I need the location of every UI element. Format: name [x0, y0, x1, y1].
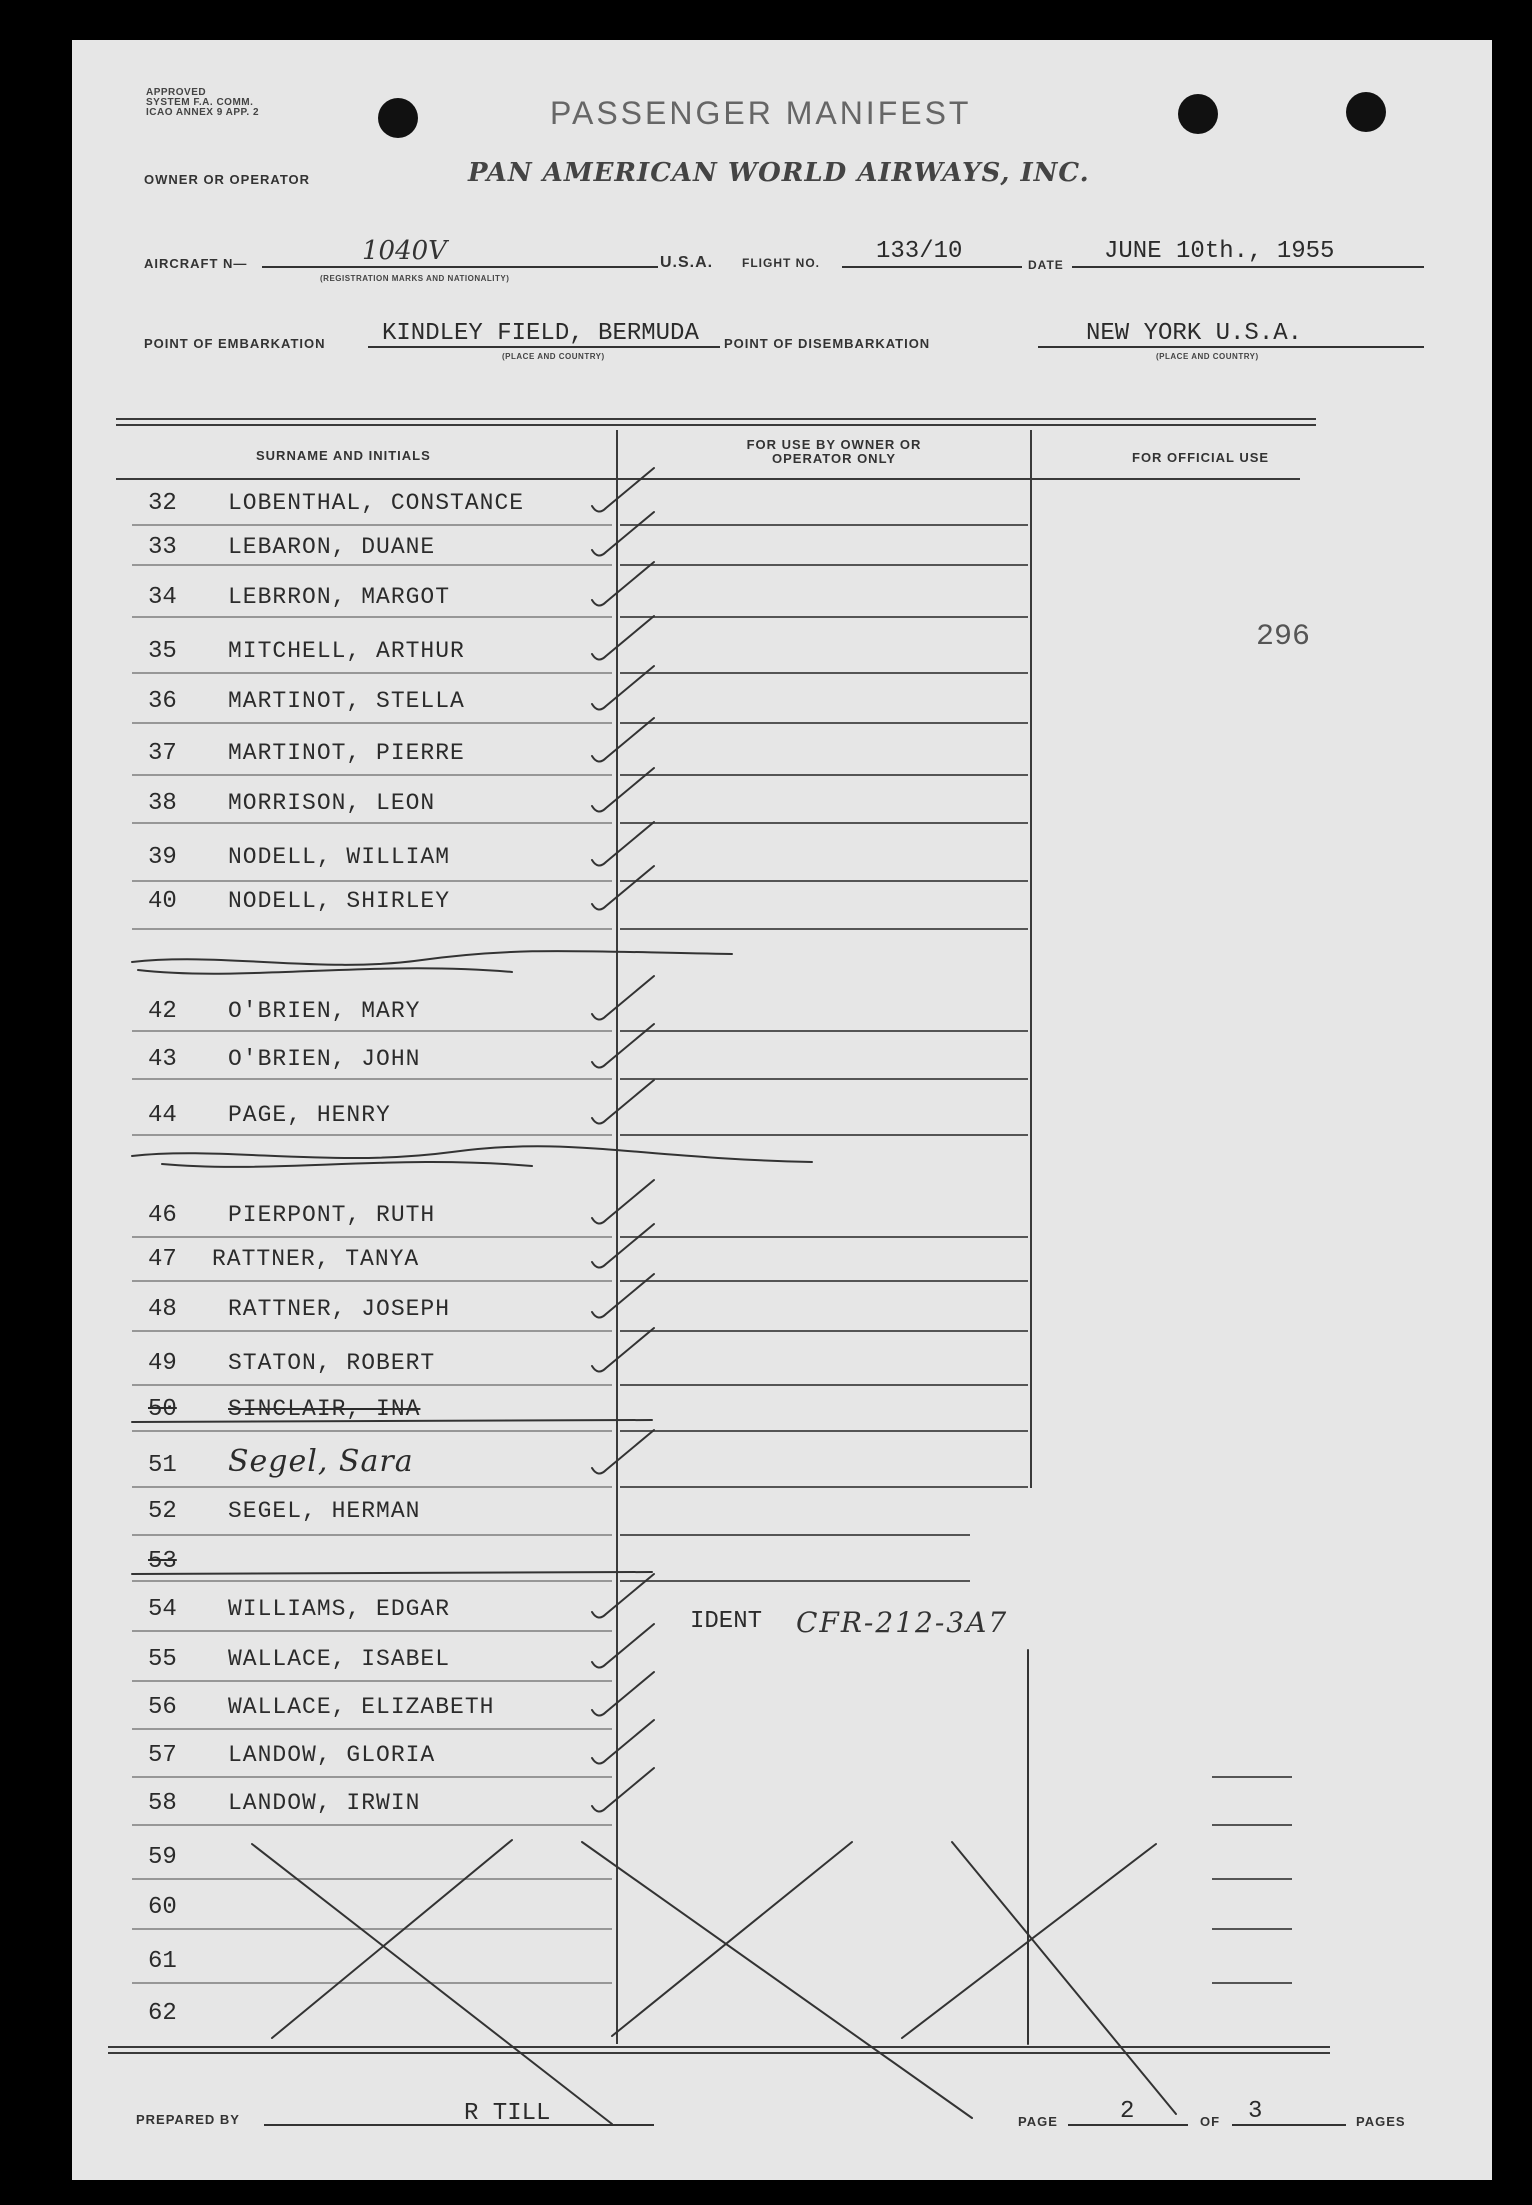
check-mark: [592, 1024, 654, 1068]
place-caption: (PLACE AND COUNTRY): [1156, 352, 1259, 361]
check-mark: [592, 1180, 654, 1224]
passenger-number: 62: [148, 2000, 177, 2027]
prepared-by: R TILL: [464, 2100, 551, 2127]
passenger-name: PIERPONT, RUTH: [228, 1202, 436, 1228]
passenger-name: STATON, ROBERT: [228, 1350, 436, 1376]
passenger-name: MORRISON, LEON: [228, 790, 436, 816]
strike-wave: [132, 1146, 812, 1162]
flight-label: FLIGHT NO.: [742, 256, 820, 270]
check-mark: [592, 1274, 654, 1318]
passenger-number: 40: [148, 888, 177, 915]
passenger-number: 39: [148, 844, 177, 871]
flight-number: 133/10: [876, 238, 963, 265]
approval-line: APPROVED: [146, 87, 207, 98]
passenger-name: LOBENTHAL, CONSTANCE: [228, 490, 525, 516]
passenger-name: SEGEL, HERMAN: [228, 1498, 421, 1524]
owner-name: PAN AMERICAN WORLD AIRWAYS, INC.: [468, 158, 1090, 188]
check-mark: [592, 1624, 654, 1668]
passenger-number: 61: [148, 1948, 177, 1975]
page-label: PAGE: [1018, 2114, 1058, 2129]
date-value: JUNE 10th., 1955: [1104, 238, 1335, 265]
cross-line: [252, 1844, 612, 2124]
check-mark: [592, 666, 654, 710]
passenger-name: WILLIAMS, EDGAR: [228, 1596, 451, 1622]
check-mark: [592, 1328, 654, 1372]
passenger-number: 42: [148, 998, 177, 1025]
passenger-number: 58: [148, 1790, 177, 1817]
passenger-number: 55: [148, 1646, 177, 1673]
passenger-number: 56: [148, 1694, 177, 1721]
embark-value: KINDLEY FIELD, BERMUDA: [382, 320, 699, 347]
passenger-number: 46: [148, 1202, 177, 1229]
passenger-name: LEBARON, DUANE: [228, 534, 436, 560]
passenger-number: 54: [148, 1596, 177, 1623]
pages-label: PAGES: [1356, 2114, 1406, 2129]
strike-wave: [162, 1162, 532, 1167]
passenger-name: LEBRRON, MARGOT: [228, 584, 451, 610]
passenger-number: 57: [148, 1742, 177, 1769]
passenger-name: RATTNER, TANYA: [212, 1246, 420, 1272]
cross-line: [582, 1842, 972, 2118]
passenger-name: RATTNER, JOSEPH: [228, 1296, 451, 1322]
owner-label: OWNER OR OPERATOR: [144, 172, 311, 187]
passenger-number: 35: [148, 638, 177, 665]
check-mark: [592, 1720, 654, 1764]
approval-line: SYSTEM F.A. COMM.: [146, 97, 254, 108]
passenger-number: 60: [148, 1894, 177, 1921]
check-mark: [592, 1574, 654, 1618]
passenger-number: 49: [148, 1350, 177, 1377]
check-mark: [592, 866, 654, 910]
strike-line: [132, 1572, 652, 1574]
check-mark: [592, 768, 654, 812]
column-official-use: FOR OFFICIAL USE: [1132, 450, 1270, 465]
strike-wave: [138, 968, 512, 973]
strike-wave: [132, 951, 732, 965]
check-mark: [592, 1080, 654, 1124]
approval-line: ICAO ANNEX 9 APP. 2: [146, 107, 260, 118]
cross-line: [952, 1842, 1176, 2114]
check-mark: [592, 976, 654, 1020]
aircraft-label: AIRCRAFT N—: [144, 256, 248, 271]
check-mark: [592, 1224, 654, 1268]
strike-line: [132, 1420, 652, 1422]
passenger-number: 47: [148, 1246, 177, 1273]
passenger-name: LANDOW, GLORIA: [228, 1742, 436, 1768]
aircraft-number: 1040V: [362, 236, 447, 266]
passenger-number: 59: [148, 1844, 177, 1871]
embark-label: POINT OF EMBARKATION: [144, 336, 326, 351]
passenger-number: 50: [148, 1396, 177, 1423]
check-mark: [592, 718, 654, 762]
check-mark: [592, 1430, 654, 1474]
ident-value: CFR-212-3A7: [796, 1606, 1009, 1639]
passenger-number: 43: [148, 1046, 177, 1073]
passenger-number: 38: [148, 790, 177, 817]
disembark-value: NEW YORK U.S.A.: [1086, 320, 1303, 347]
check-mark: [592, 616, 654, 660]
passenger-name: O'BRIEN, MARY: [228, 998, 421, 1024]
passenger-name: PAGE, HENRY: [228, 1102, 391, 1128]
passenger-number: 32: [148, 490, 177, 517]
usa-label: U.S.A.: [660, 254, 714, 271]
check-mark: [592, 1768, 654, 1812]
passenger-name: Segel, Sara: [228, 1444, 414, 1479]
passenger-number: 33: [148, 534, 177, 561]
cross-line: [272, 1840, 512, 2038]
passenger-name: NODELL, SHIRLEY: [228, 888, 451, 914]
passenger-name: O'BRIEN, JOHN: [228, 1046, 421, 1072]
official-mark: 296: [1256, 620, 1311, 654]
column-surname: SURNAME AND INITIALS: [256, 448, 431, 463]
passenger-number: 34: [148, 584, 177, 611]
page-number: 2: [1120, 2098, 1135, 2125]
passenger-name: SINCLAIR, INA: [228, 1396, 421, 1422]
disembark-label: POINT OF DISEMBARKATION: [724, 336, 931, 351]
passenger-number: 48: [148, 1296, 177, 1323]
passenger-number: 53: [148, 1548, 177, 1575]
passenger-number: 52: [148, 1498, 177, 1525]
handwritten-marks: [72, 40, 1492, 2180]
date-label: DATE: [1028, 258, 1064, 272]
manifest-sheet: [72, 40, 1492, 2180]
check-mark: [592, 822, 654, 866]
passenger-name: MARTINOT, STELLA: [228, 688, 465, 714]
passenger-number: 51: [148, 1452, 177, 1479]
passenger-number: 44: [148, 1102, 177, 1129]
check-mark: [592, 1672, 654, 1716]
passenger-name: WALLACE, ELIZABETH: [228, 1694, 495, 1720]
check-mark: [592, 512, 654, 556]
form-title: PASSENGER MANIFEST: [550, 95, 972, 131]
passenger-number: 37: [148, 740, 177, 767]
passenger-number: 36: [148, 688, 177, 715]
check-mark: [592, 562, 654, 606]
passenger-name: LANDOW, IRWIN: [228, 1790, 421, 1816]
passenger-name: MARTINOT, PIERRE: [228, 740, 465, 766]
of-label: OF: [1200, 2114, 1221, 2129]
passenger-name: WALLACE, ISABEL: [228, 1646, 451, 1672]
passenger-name: NODELL, WILLIAM: [228, 844, 451, 870]
page-total: 3: [1248, 2098, 1263, 2125]
place-caption: (PLACE AND COUNTRY): [502, 352, 605, 361]
passenger-name: MITCHELL, ARTHUR: [228, 638, 465, 664]
prepared-label: PREPARED BY: [136, 2112, 240, 2127]
registration-caption: (REGISTRATION MARKS AND NATIONALITY): [320, 274, 510, 283]
ident-label: IDENT: [690, 1608, 763, 1635]
column-owner-use: FOR USE BY OWNER OR OPERATOR ONLY: [746, 437, 922, 466]
check-mark: [592, 468, 654, 512]
